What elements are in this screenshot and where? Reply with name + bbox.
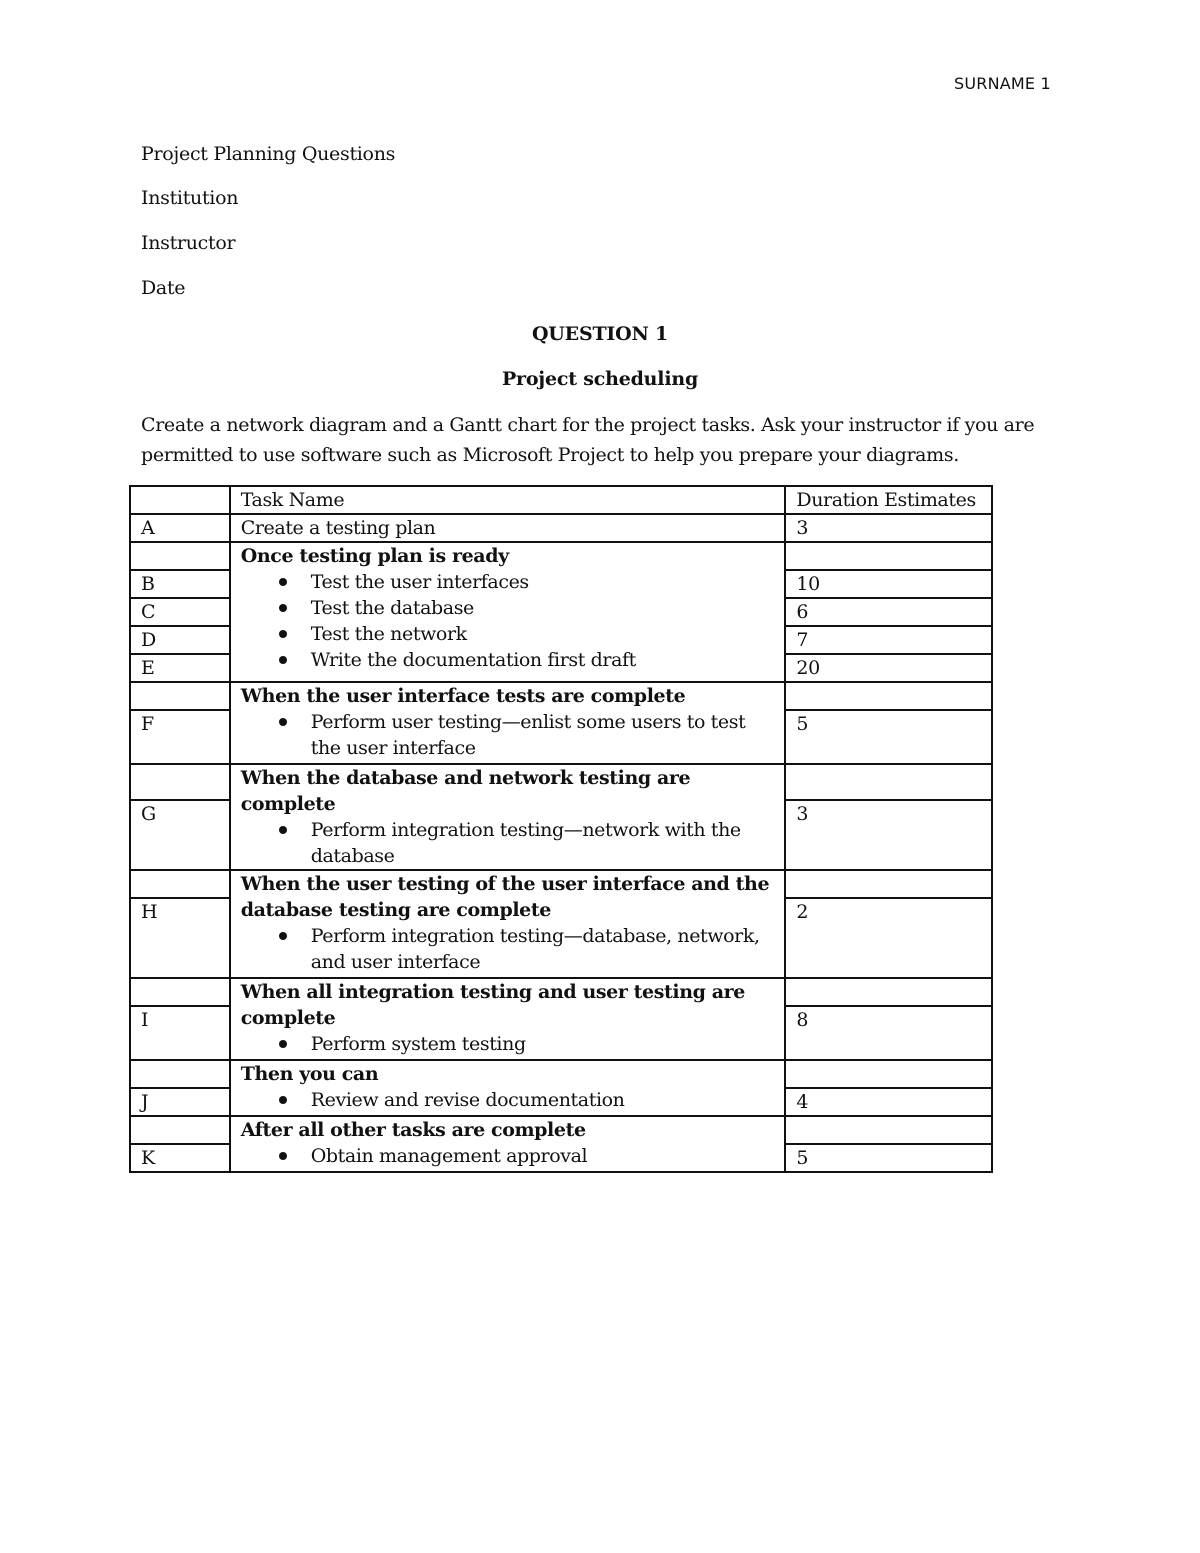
bullet-item: Test the user interfaces	[241, 569, 775, 595]
table-row	[130, 764, 992, 800]
group-heading: When all integration testing and user testing are complete	[240, 981, 745, 1029]
empty-cell	[130, 978, 230, 1006]
empty-cell	[785, 542, 992, 570]
task-id: H	[130, 898, 230, 978]
bullet-item: Test the database	[241, 595, 775, 621]
empty-cell	[130, 1060, 230, 1088]
task-table	[129, 485, 993, 1173]
group-cell	[230, 1060, 786, 1116]
bullet-item: Perform integration testing—network with the database	[241, 817, 775, 869]
table-row	[130, 1060, 992, 1088]
task-duration: 5	[785, 1144, 992, 1172]
table-row	[130, 542, 992, 570]
task-id: F	[130, 710, 230, 764]
task-duration: 2	[785, 898, 992, 978]
question-heading: QUESTION 1	[531, 323, 669, 345]
header-id-cell	[130, 486, 230, 514]
intro-paragraph: Create a network diagram and a Gantt chart for the project tasks. Ask your instructor if you are permitted to use software such as Microsoft Project to help you prepare your diagrams.	[141, 414, 1035, 466]
table-row	[130, 682, 992, 710]
document-title: Project Planning Questions	[141, 143, 396, 165]
task-duration: 5	[785, 710, 992, 764]
task-duration: 10	[785, 570, 992, 598]
task-duration: 20	[785, 654, 992, 682]
group-cell	[230, 542, 786, 682]
section-heading: Project scheduling	[501, 368, 699, 390]
bullet-item: Perform system testing	[241, 1031, 775, 1057]
task-duration: 8	[785, 1006, 992, 1060]
page-header-surname: SURNAME 1	[954, 74, 1051, 93]
empty-cell	[130, 764, 230, 800]
group-cell	[230, 1116, 786, 1172]
task-id: J	[130, 1088, 230, 1116]
bullet-item: Perform user testing—enlist some users to test the user interface	[241, 709, 775, 761]
empty-cell	[785, 682, 992, 710]
bullet-item: Test the network	[241, 621, 775, 647]
bullet-item: Write the documentation first draft	[241, 647, 775, 673]
institution-line: Institution	[141, 187, 239, 209]
task-id: C	[130, 598, 230, 626]
group-cell	[230, 682, 786, 764]
task-duration: 4	[785, 1088, 992, 1116]
group-cell	[230, 978, 786, 1060]
group-cell	[230, 764, 786, 870]
task-id: B	[130, 570, 230, 598]
empty-cell	[785, 1060, 992, 1088]
group-cell	[230, 870, 786, 978]
bullet-item: Review and revise documentation	[241, 1087, 775, 1113]
empty-cell	[130, 870, 230, 898]
group-heading: Once testing plan is ready	[240, 545, 509, 567]
task-id: G	[130, 800, 230, 870]
bullet-item: Obtain management approval	[241, 1143, 775, 1169]
empty-cell	[785, 870, 992, 898]
empty-cell	[130, 682, 230, 710]
task-duration: 7	[785, 626, 992, 654]
table-row	[130, 514, 992, 542]
task-id: E	[130, 654, 230, 682]
group-heading: When the database and network testing are complete	[240, 767, 691, 815]
empty-cell	[130, 1116, 230, 1144]
table-header-row	[130, 486, 992, 514]
empty-cell	[785, 764, 992, 800]
instructor-line: Instructor	[141, 232, 236, 254]
group-heading: When the user interface tests are complete	[240, 685, 686, 707]
empty-cell	[785, 978, 992, 1006]
task-name: Create a testing plan	[230, 514, 786, 542]
header-duration: Duration Estimates	[785, 486, 992, 514]
bullet-item: Perform integration testing—database, network, and user interface	[241, 923, 775, 975]
task-duration: 3	[785, 800, 992, 870]
group-heading: When the user testing of the user interface and the database testing are complete	[240, 873, 770, 921]
task-duration: 6	[785, 598, 992, 626]
empty-cell	[785, 1116, 992, 1144]
group-heading: Then you can	[240, 1063, 379, 1085]
task-id: A	[130, 514, 230, 542]
task-id: D	[130, 626, 230, 654]
table-row	[130, 978, 992, 1006]
group-heading: After all other tasks are complete	[240, 1119, 586, 1141]
empty-cell	[130, 542, 230, 570]
task-duration: 3	[785, 514, 992, 542]
task-id: I	[130, 1006, 230, 1060]
header-task-name: Task Name	[230, 486, 786, 514]
date-line: Date	[141, 277, 186, 299]
table-row	[130, 1116, 992, 1144]
task-id: K	[130, 1144, 230, 1172]
table-row	[130, 870, 992, 898]
